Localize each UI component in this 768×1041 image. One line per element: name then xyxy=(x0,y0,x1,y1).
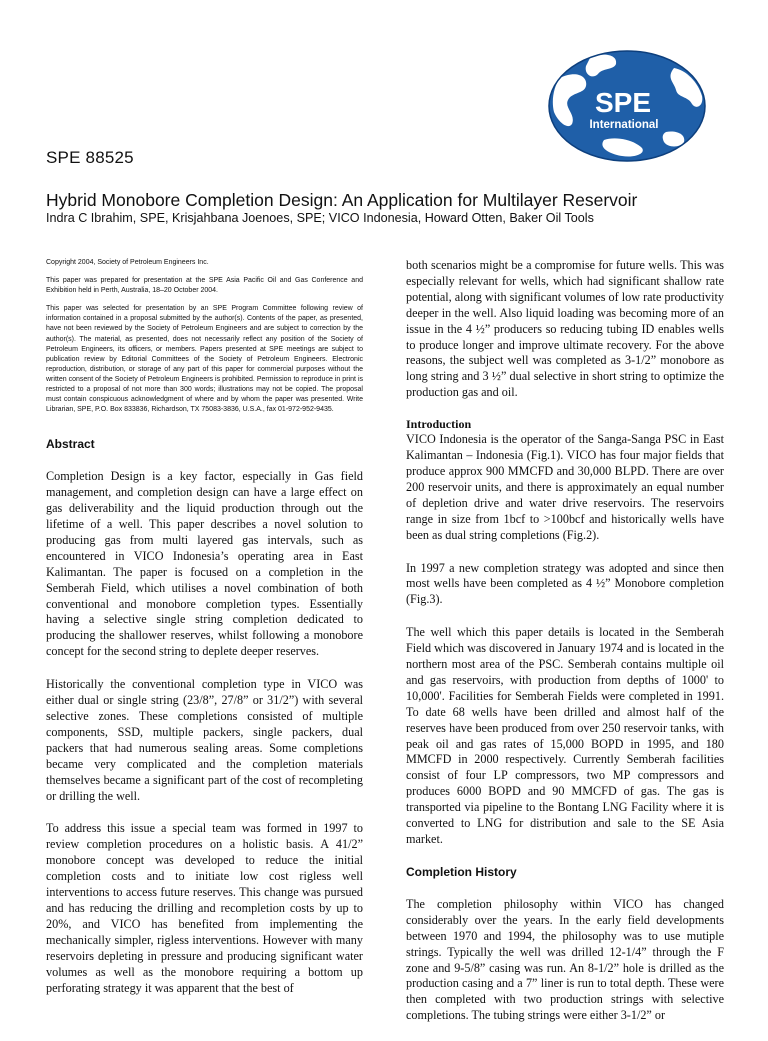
abstract-paragraph: both scenarios might be a compromise for future wells. This was especially relevant for wells, which had significant shallow rate potential, along with significant volumes of low rate productivity deeper in the well. Also liquid loading was becoming more of an issue in the 4 ½” producers so reducing tubing ID enables wells to produce longer and improve ultimate recovery. For the above reasons, the subject well was completed as 3-1/2” monobore as long string and 3 ½” dual selective in short string to optimize the production gas and oil. xyxy=(406,258,724,400)
abstract-paragraph: To address this issue a special team was formed in 1997 to review completion procedures on a holistic basis. A 41/2” monobore concept was developed to reduce the initial completion costs and to initiate low cost rigless well interventions to access future reserves. This change was pursued and has reducing the drilling and recompletion costs by up to 20%, and VICO has benefited from implementing the mechanically simpler, rigless interventions. However with many reservoirs depleting in pressure and producing significant water volumes as well as the monobore requiring a bottom up perforating strategy it was apparent that the best of xyxy=(46,821,363,995)
logo-text-international: International xyxy=(589,119,659,131)
authors: Indra C Ibrahim, SPE, Krisjahbana Joenoes, SPE; VICO Indonesia, Howard Otten, Baker Oil Tools xyxy=(46,211,594,225)
right-column xyxy=(406,258,724,1041)
review-notice: This paper was selected for presentation by an SPE Program Committee following review of information contained in a proposal submitted by the author(s). Contents of the paper, as presented, have not been reviewed by the Society of Petroleum Engineers and are subject to correction by the author(s). The material, as presented, does not necessarily reflect any position of the Society of Petroleum Engineers, its officers, or members. Papers presented at SPE meetings are subject to publication review by Editorial Committees of the Society of Petroleum Engineers. Electronic reproduction, distribution, or storage of any part of this paper for commercial purposes without the written consent of the Society of Petroleum Engineers is prohibited. Permission to reproduce in print is restricted to a proposal of not more than 300 words; illustrations may not be copied. The proposal must contain conspicuous acknowledgment of where and by whom the paper was presented. Write Librarian, SPE, P.O. Box 833836, Richardson, TX 75083-3836, U.S.A., fax 01-972-952-9435. xyxy=(46,305,363,414)
introduction-paragraph: VICO Indonesia is the operator of the Sanga-Sanga PSC in East Kalimantan – Indonesia (Fig.1). VICO has four major fields that produce approx 900 MMCFD and 30,000 BLPD. There are over 200 reservoir units, and there is approximately an equal number of depletion drive and water drive reservoirs. The reservoirs range in size from 1bcf to >100bcf and historically wells have been as dual string completions (Fig.2). xyxy=(406,432,724,542)
paper-title: Hybrid Monobore Completion Design: An Application for Multilayer Reservoir xyxy=(46,190,638,210)
completion-history-paragraph: The completion philosophy within VICO has changed considerably over the years. In the early field developments between 1970 and 1994, the philosophy was to use mutiple strings. Typically the well was drilled 12-1/4” through the F zone and 9-5/8” casing was run. An 8-1/2” hole is drilled as the production casing and a 7” liner is run to total depth. These were then completed with two production strings with selective completions. The tubing strings were either 3-1/2” or xyxy=(406,896,724,1023)
abstract-heading: Abstract xyxy=(46,437,95,452)
spe-international-logo xyxy=(546,48,708,164)
logo-text-spe: SPE xyxy=(594,87,652,118)
completion-history-heading: Completion History xyxy=(406,864,517,879)
left-column xyxy=(46,258,363,1013)
paper-number: SPE 88525 xyxy=(46,148,134,167)
conference-notice: This paper was prepared for presentation at the SPE Asia Pacific Oil and Gas Conference and Exhibition held in Perth, Australia, 18–20 October 2004. xyxy=(46,277,363,295)
introduction-paragraph: In 1997 a new completion strategy was adopted and since then most wells have been completed as 4 ½” Monobore completion (Fig.3). xyxy=(406,560,724,607)
introduction-paragraph: The well which this paper details is located in the Semberah Field which was discovered in January 1974 and is located in the northern most area of the PSC. Semberah contains multiple oil and gas reservoirs, with production from depths of 1000' to 10,000'. Facilities for Semberah Fields were completed in 1991. To date 68 wells have been drilled and almost half of the reserves have been produced from over 250 reservoir tanks, with peak oil and gas rates of 15,000 BOPD in 1995, and 180 MMCFD in 2000 respectively. Currently Semberah facilities consist of four LP compressors, two MP compressors and produces 6000 BOPD and 90 MMCFD of gas. The gas is transported via pipeline to the Bontang LNG Facility where it is converted to LNG for distribution and sale to the SE Asia market. xyxy=(406,625,724,846)
abstract-paragraph: Completion Design is a key factor, especially in Gas field management, and completion design can have a large effect on gas deliverability and the liquid production through out the lifetime of a well. This paper describes a novel solution to producing gas from multi layered gas intervals, such as encountered in VICO Indonesia’s operating area in East Kalimantan. The paper is focused on a completion in the Semberah Field, which utilises a novel combination of both conventional and monobore completion types. Essentially having a selective single string completion dedicated to producing the shallower reserves, whilst following a monobore concept for the second string to deplete deeper reserves. xyxy=(46,469,363,659)
introduction-heading: Introduction xyxy=(406,417,472,432)
abstract-paragraph: Historically the conventional completion type in VICO was either dual or single string (23/8”, 27/8” or 31/2”) with several selective zones. These completions consisted of multiple components, SSD, multiple packers, single packers, dual packers that had numerous sealing areas. Some completions became very complicated and the completion materials themselves became a significant part of the cost of recompleting or drilling the well. xyxy=(46,677,363,803)
copyright-notice: Copyright 2004, Society of Petroleum Engineers Inc. xyxy=(46,259,209,266)
